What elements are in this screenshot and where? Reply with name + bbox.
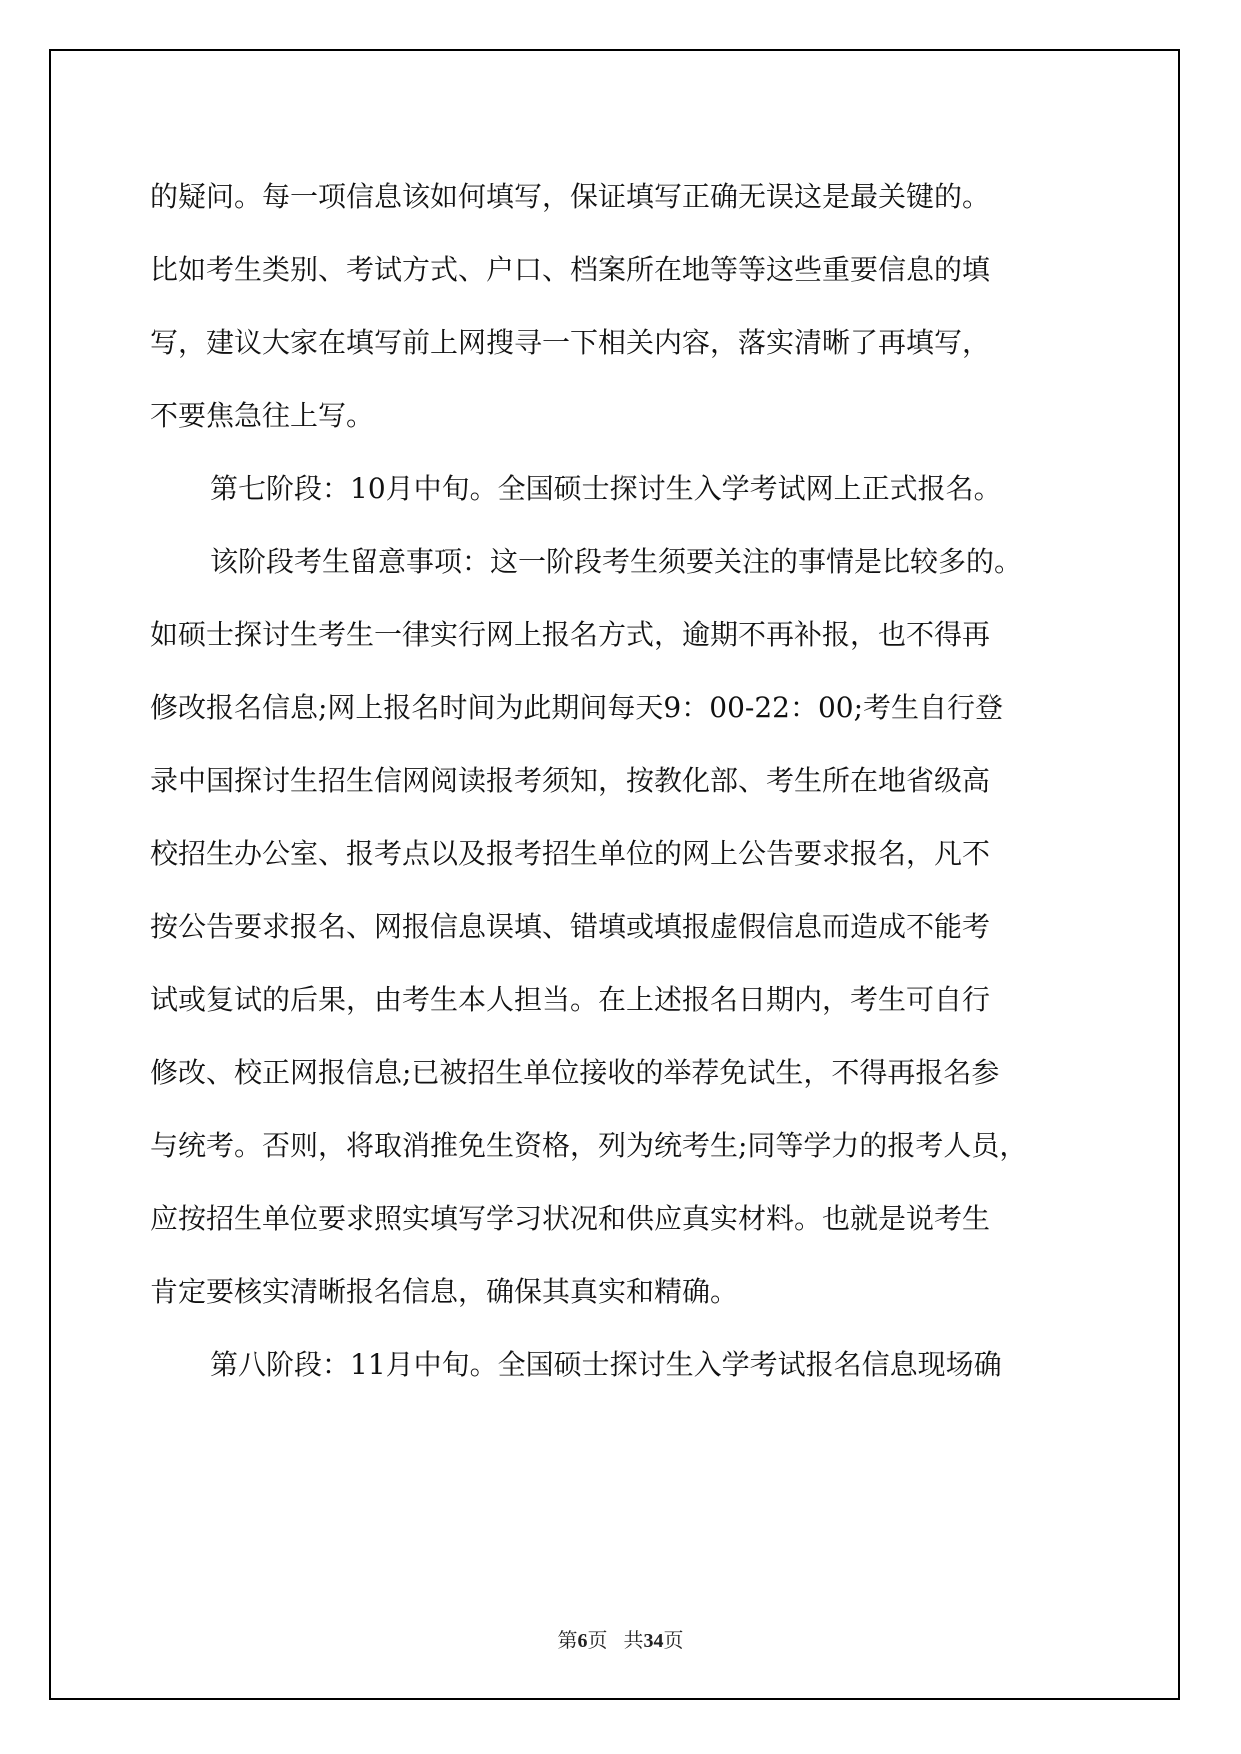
footer-prefix: 第	[557, 1630, 578, 1652]
page-number: 6	[577, 1630, 588, 1652]
text-line: 的疑问。每一项信息该如何填写，保证填写正确无误这是最关键的。	[150, 180, 991, 213]
page-footer	[0, 1624, 1241, 1653]
text-line: 修改、校正网报信息;已被招生单位接收的举荐免试生，不得再报名参	[150, 1056, 1000, 1089]
text-line: 按公告要求报名、网报信息误填、错填或填报虚假信息而造成不能考	[150, 910, 991, 943]
text-line: 应按招生单位要求照实填写学习状况和供应真实材料。也就是说考生	[150, 1202, 991, 1235]
footer-total-suffix: 页	[663, 1630, 684, 1652]
text-line: 肯定要核实清晰报名信息，确保其真实和精确。	[150, 1275, 739, 1308]
text-line: 比如考生类别、考试方式、户口、档案所在地等等这些重要信息的填	[150, 253, 991, 286]
text-line: 录中国探讨生招生信网阅读报考须知，按教化部、考生所在地省级高	[150, 764, 991, 797]
text-line: 修改报名信息;网上报名时间为此期间每天9：00-22：00;考生自行登	[150, 691, 1004, 724]
text-line: 第七阶段：10月中旬。全国硕士探讨生入学考试网上正式报名。	[210, 472, 1002, 505]
text-line: 第八阶段：11月中旬。全国硕士探讨生入学考试报名信息现场确	[210, 1348, 1002, 1381]
text-line: 如硕士探讨生考生一律实行网上报名方式，逾期不再补报，也不得再	[150, 618, 991, 651]
text-line: 与统考。否则，将取消推免生资格，列为统考生;同等学力的报考人员，	[150, 1129, 1028, 1162]
text-line: 校招生办公室、报考点以及报考招生单位的网上公告要求报名，凡不	[150, 837, 991, 870]
document-body	[150, 160, 1090, 1401]
text-line: 试或复试的后果，由考生本人担当。在上述报名日期内，考生可自行	[150, 983, 991, 1016]
total-pages: 34	[643, 1630, 664, 1652]
footer-page-suffix: 页	[587, 1630, 608, 1652]
text-line: 写，建议大家在填写前上网搜寻一下相关内容，落实清晰了再填写，	[150, 326, 991, 359]
footer-total-prefix: 共	[623, 1630, 644, 1652]
text-line: 该阶段考生留意事项：这一阶段考生须要关注的事情是比较多的。	[210, 545, 1023, 578]
text-line: 不要焦急往上写。	[150, 399, 375, 432]
